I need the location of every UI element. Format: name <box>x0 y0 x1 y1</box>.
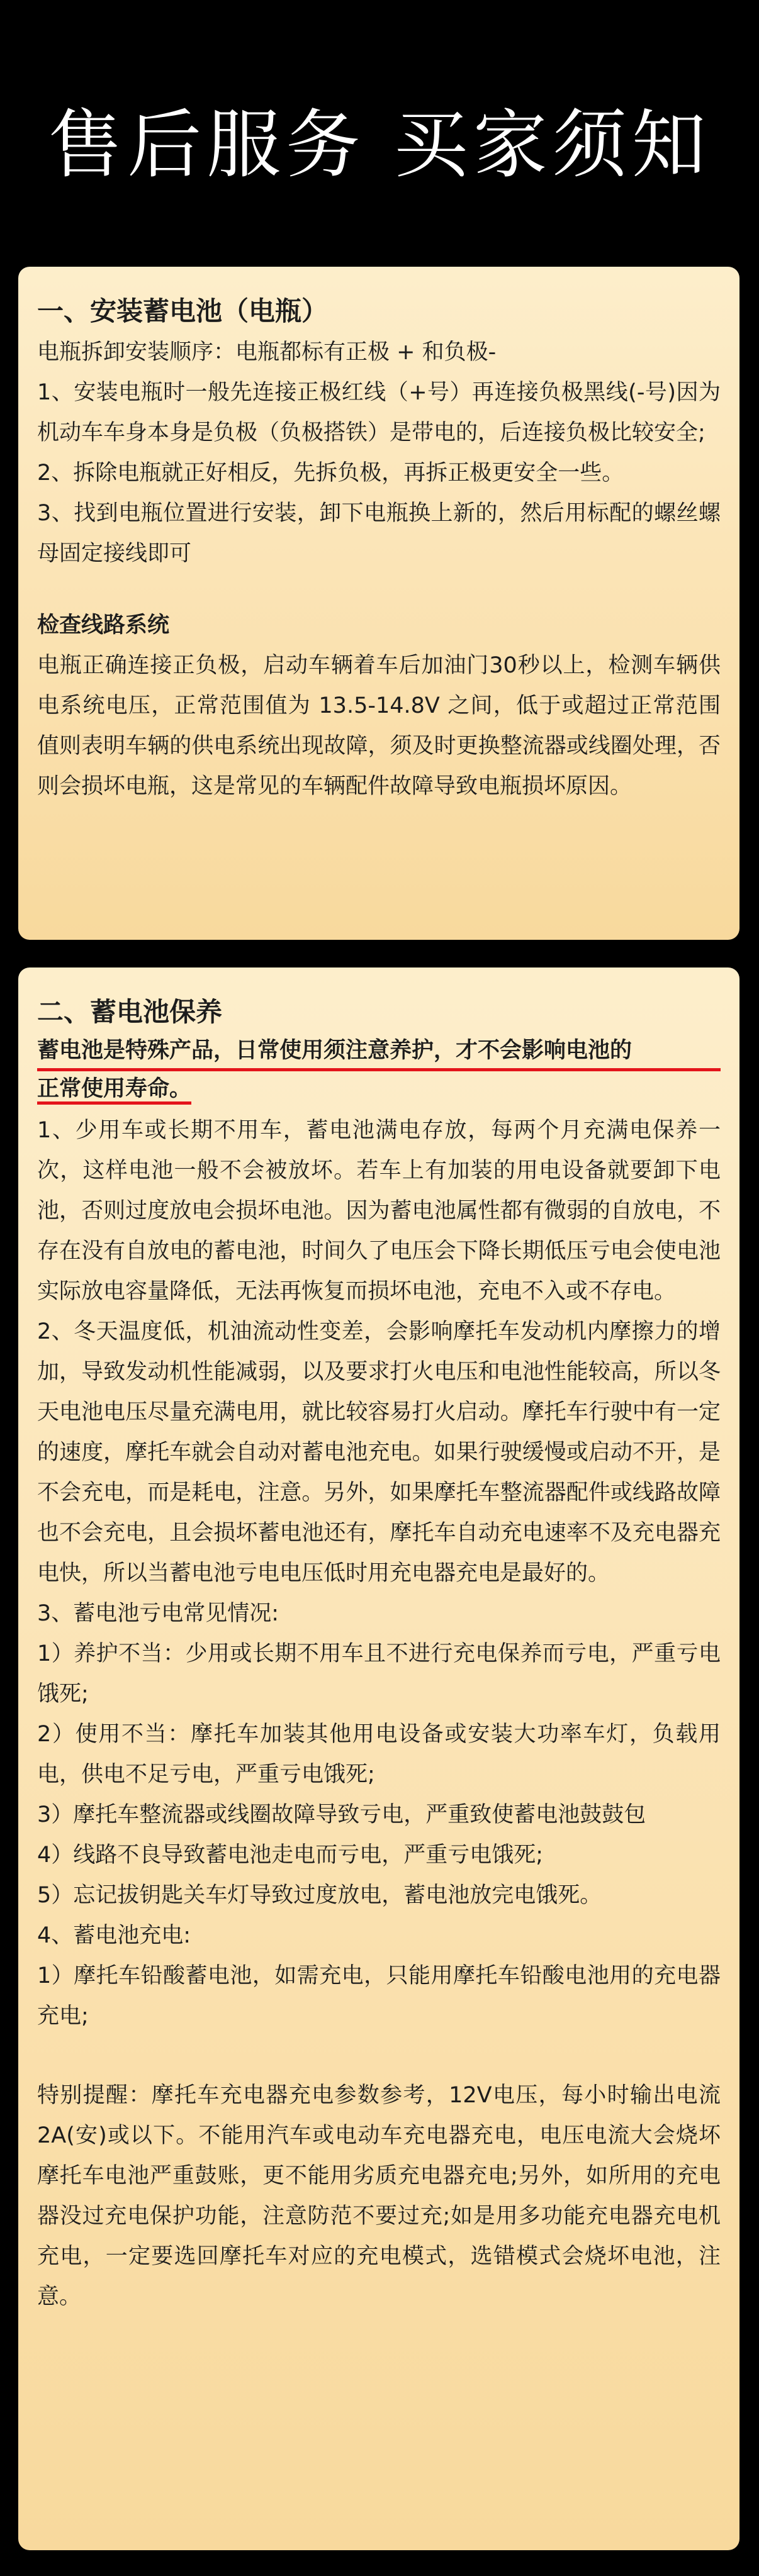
special-reminder: 特别提醒：摩托车充电器充电参数参考，12V电压，每小时输出电流2A(安)或以下。不能用汽车或电动车充电器充电，电压电流大会烧坏摩托车电池严重鼓账，更不能用劣质充电器充电;另外，如所用的充电器没过充电保护功能，注意防范不要过充;如是用多功能充电器充电机充电，一定要选回摩托车对应的充电模式，选错模式会烧坏电池，注意。 <box>37 2083 721 2309</box>
install-order-intro: 电瓶拆卸安装顺序：电瓶都标有正极 + 和负极- <box>37 340 497 365</box>
low-charge-case-1: 1）养护不当：少用或长期不用车且不进行充电保养而亏电，严重亏电饿死; <box>37 1641 721 1707</box>
page-title: 售后服务 买家须知 <box>48 101 711 188</box>
spacer <box>37 2036 721 2075</box>
battery-maintenance-card <box>18 967 739 2550</box>
install-step-3: 3、找到电瓶位置进行安装，卸下电瓶换上新的，然后用标配的螺丝螺母固定接线即可 <box>37 501 721 566</box>
install-step-2: 2、拆除电瓶就正好相反，先拆负极，再拆正极更安全一些。 <box>37 460 624 486</box>
check-wiring-heading: 检查线路系统 <box>37 613 170 638</box>
low-charge-case-4: 4）线路不良导致蓄电池走电而亏电，严重亏电饿死; <box>37 1843 544 1868</box>
low-charge-heading: 3、蓄电池亏电常见情况: <box>37 1601 279 1626</box>
charging-item-1: 1）摩托车铅酸蓄电池，如需充电，只能用摩托车铅酸电池用的充电器充电; <box>37 1963 721 2029</box>
low-charge-case-3: 3）摩托车整流器或线圈故障导致亏电，严重致使蓄电池鼓鼓包 <box>37 1802 646 1827</box>
check-wiring-text: 电瓶正确连接正负极，启动车辆着车后加油门30秒以上，检测车辆供电系统电压，正常范围值为 13.5-14.8V 之间，低于或超过正常范围值则表明车辆的供电系统出现故障，须及时更换整流器或线圈处理，否则会损坏电瓶，这是常见的车辆配件故障导致电瓶损坏原因。 <box>37 653 721 799</box>
emphasis-line-2-wrap <box>37 1071 721 1107</box>
low-charge-case-5: 5）忘记拔钥匙关车灯导致过度放电，蓄电池放完电饿死。 <box>37 1883 602 1908</box>
maintenance-emphasis <box>37 1033 721 1107</box>
maintenance-item-1: 1、少用车或长期不用车，蓄电池满电存放，每两个月充满电保养一次，这样电池一般不会被放坏。若车上有加装的用电设备就要卸下电池，否则过度放电会损坏电池。因为蓄电池属性都有微弱的自放电，不存在没有自放电的蓄电池，时间久了电压会下降长期低压亏电会使电池实际放电容量降低，无法再恢复而损坏电池，充电不入或不存电。 <box>37 1118 721 1304</box>
section-heading-install: 一、安装蓄电池（电瓶） <box>37 296 329 326</box>
section-heading-maintenance: 二、蓄电池保养 <box>37 996 223 1027</box>
emphasis-line-2: 正常使用寿命。 <box>37 1076 191 1105</box>
emphasis-line-1: 蓄电池是特殊产品，日常使用须注意养护，才不会影响电池的 <box>37 1033 721 1071</box>
install-battery-card <box>18 267 739 940</box>
maintenance-item-2: 2、冬天温度低，机油流动性变差，会影响摩托车发动机内摩擦力的增加，导致发动机性能减弱，以及要求打火电压和电池性能较高，所以冬天电池电压尽量充满电用，就比较容易打火启动。摩托车行驶中有一定的速度，摩托车就会自动对蓄电池充电。如果行驶缓慢或启动不开，是不会充电，而是耗电，注意。另外，如果摩托车整流器配件或线路故障也不会充电，且会损坏蓄电池还有，摩托车自动充电速率不及充电器充电快，所以当蓄电池亏电电压低时用充电器充电是最好的。 <box>37 1319 721 1586</box>
low-charge-case-2: 2）使用不当：摩托车加装其他用电设备或安装大功率车灯，负载用电，供电不足亏电，严重亏电饿死; <box>37 1722 721 1787</box>
charging-heading: 4、蓄电池充电: <box>37 1923 191 1948</box>
install-step-1: 1、安装电瓶时一般先连接正极红线（+号）再连接负极黑线(-号)因为机动车车身本身是负极（负极搭铁）是带电的，后连接负极比较安全; <box>37 380 721 445</box>
